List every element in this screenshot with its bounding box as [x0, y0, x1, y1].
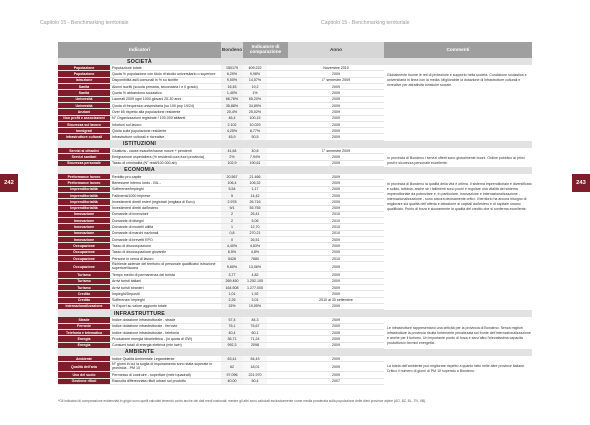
indicator-cell: Raccolta differenziata rifiuti urbani sul prodotto [110, 379, 221, 385]
category-cell: Popolazione [58, 71, 110, 77]
spacer-cell [267, 262, 288, 272]
section-title: INFRASTRUTTURE [113, 310, 166, 317]
bondeno-value: 5 [221, 193, 243, 199]
comparison-value: 76,67 [243, 324, 267, 330]
col-header-indicator-comparison: Indicatore di comparazione [243, 42, 288, 58]
indicator-cell: Permesso di costruire - superficie (metri quadrati) [110, 372, 221, 378]
bondeno-value: 15% [221, 304, 243, 310]
year-cell: 2010 [288, 224, 384, 230]
category-cell: Ambiente [58, 356, 110, 362]
year-cell: 2009 [288, 285, 384, 291]
comparison-value: 221.970 [243, 372, 267, 378]
year-cell: 2010 [288, 218, 384, 224]
comparison-value: 64,43 [243, 356, 267, 362]
page-number-right: 243 [572, 174, 590, 192]
bondeno-value: 269.450 [221, 279, 243, 285]
section-title: AMBIENTE [124, 349, 155, 356]
bondeno-value: 6,29% [221, 71, 243, 77]
year-cell: 2009 [288, 174, 384, 180]
category-cell: Credito [58, 298, 110, 304]
bondeno-value: 0,8 [221, 231, 243, 237]
indicator-cell: Popolazione totale [110, 65, 221, 71]
bondeno-value: 97.096 [221, 372, 243, 378]
indicator-cell: Disponibilità asili comunali in % su iscritte [110, 78, 221, 84]
category-cell: Anziani [58, 109, 110, 115]
bondeno-value: 2% [221, 154, 243, 160]
year-cell: Novembre 2010 [288, 65, 384, 71]
category-cell: Performance lavoro [58, 180, 110, 186]
bondeno-value: 9/1 [221, 206, 243, 212]
comparison-value: 34,89% [243, 103, 267, 109]
category-cell: Innovazione [58, 224, 110, 230]
indicator-cell: Indice dotazione infrastrutturale - ferrovie [110, 324, 221, 330]
year-cell: 2009 [288, 324, 384, 330]
spacer-cell [267, 362, 288, 372]
category-cell: Credito [58, 291, 110, 297]
bondeno-value: 992,3 [221, 343, 243, 349]
bondeno-value: 66,76% [221, 97, 243, 103]
bondeno-value: 2.102 [221, 122, 243, 128]
bondeno-value: 57,4 [221, 317, 243, 323]
bondeno-value: 62 [221, 362, 243, 372]
year-cell: 2009 [288, 97, 384, 103]
year-cell: 2009 [288, 304, 384, 310]
category-cell: Qualità dell'aria [58, 362, 110, 372]
col-header-indicators: Indicatori [58, 42, 221, 58]
comparison-value: 9,98% [243, 71, 267, 77]
indicator-cell: N° giorni in cui la soglia di inquinamento sono stata superate in provincia - PM 10 [110, 362, 221, 372]
category-cell: Imprenditorialità [58, 193, 110, 199]
category-cell: Telefonia e telematica [58, 330, 110, 336]
category-cell: Imprenditorialità [58, 206, 110, 212]
year-cell: 2009 [288, 291, 384, 297]
category-cell: Innovazione [58, 231, 110, 237]
year-cell: 1° semestre 2009 [288, 78, 384, 84]
comparison-value: 1.277.005 [243, 285, 267, 291]
bondeno-value: 6,5% [221, 250, 243, 256]
bondeno-value: 63,41 [221, 356, 243, 362]
bondeno-value: 45,9 [221, 134, 243, 140]
comparison-value: 3,01 [243, 298, 267, 304]
indicator-cell: Quota % popolazione con titolo di studio universitario o superiore [110, 71, 221, 77]
category-cell: Imprenditorialità [58, 199, 110, 205]
year-cell: 2009 [288, 199, 384, 205]
year-cell: 2009 [288, 243, 384, 249]
comparison-value: 106,32 [243, 180, 267, 186]
comparison-value: 26.716 [243, 199, 267, 205]
indicator-cell: Alunni iscritti (scuola primaria, secondaria I e II grado) [110, 84, 221, 90]
category-cell: Occupazione [58, 256, 110, 262]
year-cell: 2009 [288, 71, 384, 77]
comment-ambiente: La tutela dell'ambiente può migliorare rispetto a quanto fatto nelle altre province italiane. Critico il numero di giorni di PM 10 superato a Bondeno. [387, 364, 526, 374]
category-cell: Uso del suolo [58, 372, 110, 378]
year-cell: 2009 [288, 128, 384, 134]
indicator-cell: Persone in cerca di lavoro [110, 256, 221, 262]
year-cell: 2010 [288, 256, 384, 262]
year-cell: 2009 [288, 116, 384, 122]
comparison-value: 4,8% [243, 250, 267, 256]
category-cell: Energia [58, 336, 110, 342]
indicator-cell: Infrastrutture culturali e ricreative [110, 134, 221, 140]
comparison-value: 25,02% [243, 109, 267, 115]
category-cell: Istruzione [58, 78, 110, 84]
comparison-value: 55.755 [243, 206, 267, 212]
year-cell: 2009 [288, 272, 384, 278]
comparison-value: 26,41 [243, 212, 267, 218]
bondeno-value: 1,01 [221, 291, 243, 297]
comparison-value: 2098 [243, 343, 267, 349]
category-cell: Gestione rifiuti [58, 379, 110, 385]
comparison-value: 4,83% [243, 243, 267, 249]
bondeno-value: 150179 [221, 65, 243, 71]
indicator-cell: Sofferenze/impieghi [110, 187, 221, 193]
comparison-value: 14,57% [243, 78, 267, 84]
bondeno-value: 76,1 [221, 324, 243, 330]
section-header [58, 310, 532, 317]
year-cell: 2010 al 30 settembre [288, 298, 384, 304]
bondeno-value: 20.567 [221, 174, 243, 180]
comment-societa: Globalmente buone le reti di protezione e supporto nella società. Condizione scolastica e universitaria in linea con la media. Migliorabile la dotazione di infrastrutture culturali e ricreative per attrattività turistiche sociale. [387, 73, 527, 88]
comparison-value: 50,5 [243, 134, 267, 140]
indicator-cell: Indice Qualità Ambientale Legambiente [110, 356, 221, 362]
year-cell: 2009 [288, 362, 384, 372]
bondeno-value: 106,4 [221, 180, 243, 186]
category-cell: Infrastrutture culturali [58, 134, 110, 140]
table-footnote: *Gli indicatori di comparazione evidenziati in grigio sono quelli calcolati tenendo conto anche dei dati medi nazionali; mentre gli altri sono calcolati esclusivamente come media ponderata sulla popolazione delle dieci province alpine (AO, BZ, BL, TN, VB). [58, 399, 427, 403]
indicator-cell: Quota % abbandono scolastico [110, 90, 221, 96]
indicator-cell: Tasso di criminalità (N° reati/100.000 ab) [110, 161, 221, 167]
comparison-value: 18,01 [243, 362, 267, 372]
indicator-cell: Over 65 rispetto alla popolazione residente [110, 109, 221, 115]
indicator-cell: Domande di invenzioni [110, 212, 221, 218]
comparison-value: 60,1 [243, 330, 267, 336]
comparison-value: 12,70 [243, 224, 267, 230]
year-cell: 2009 [288, 109, 384, 115]
bondeno-value: 40,00 [221, 379, 243, 385]
category-cell: Turismo [58, 285, 110, 291]
comparison-value: 40,8 [243, 148, 267, 154]
comparison-value: 13,06% [243, 262, 267, 272]
indicator-cell: Giustizia - cause esaurite/cause nuove + pendenti [110, 148, 221, 154]
indicator-cell: N° Organizzazioni registrate / 100.000 abitanti [110, 116, 221, 122]
category-cell: Occupazione [58, 250, 110, 256]
indicator-cell: Indice dotazione infrastrutturale - strade [110, 317, 221, 323]
section-title: SOCIETÀ [127, 58, 152, 65]
year-cell: 2009 [288, 336, 384, 342]
category-cell: Turismo [58, 279, 110, 285]
comparison-value: 1% [243, 90, 267, 96]
year-cell: 2009 [288, 180, 384, 186]
year-cell: 2009 [288, 193, 384, 199]
bondeno-value: 1,40% [221, 90, 243, 96]
col-header-year: Anno [288, 42, 384, 58]
comparison-value: 1,92 [243, 291, 267, 297]
comparison-value: 19,2 [243, 84, 267, 90]
indicator-cell: Emigrazione ospedaliera (% residenti cura fuori provincia) [110, 154, 221, 160]
bondeno-value: 4,25% [221, 128, 243, 134]
year-cell: 2010 [288, 231, 384, 237]
section-header [58, 58, 532, 65]
category-cell: Internazionalizzazione [58, 304, 110, 310]
year-cell: 1° semestre 2009 [288, 148, 384, 154]
category-cell: Imprenditorialità [58, 187, 110, 193]
year-cell: 2009 [288, 161, 384, 167]
comparison-value: 100,15 [243, 116, 267, 122]
indicator-cell: Laureati 2009 ogni 1000 giovani 25-30 anni [110, 97, 221, 103]
category-cell: Sanità [58, 84, 110, 90]
year-cell: 2010 [288, 212, 384, 218]
year-cell: 2009 [288, 237, 384, 243]
category-cell: Popolazione [58, 65, 110, 71]
comparison-value: 26,51 [243, 237, 267, 243]
category-cell: Non profit e associazioni [58, 116, 110, 122]
year-cell: 2009 [288, 103, 384, 109]
bondeno-value: 16,45 [221, 84, 243, 90]
year-cell: 2007 [288, 379, 384, 385]
year-cell: 2009 [288, 134, 384, 140]
col-header-comments: Commenti [384, 42, 532, 58]
comparison-value: 1,17 [243, 187, 267, 193]
bondeno-value: 0 [221, 237, 243, 243]
comparison-value: 270,21 [243, 231, 267, 237]
indicator-cell: Domande di marchi nazionali [110, 231, 221, 237]
comparison-value: 5,06 [243, 218, 267, 224]
comparison-value: 84,3 [243, 317, 267, 323]
indicator-cell: Investimenti diretti esteri (registrati (migliaia di Euro) [110, 199, 221, 205]
category-cell: Occupazione [58, 262, 110, 272]
comparison-value: 1.252.105 [243, 279, 267, 285]
section-header [58, 141, 532, 148]
indicator-cell: Benessere interno lordo - BIL - [110, 180, 221, 186]
section-title: ECONOMIA [124, 167, 155, 174]
indicator-cell: Quota di frequenza universitaria (su 100 pop 19/24) [110, 103, 221, 109]
year-cell: 2009 [288, 356, 384, 362]
bondeno-value: 2,26 [221, 298, 243, 304]
comment-istituzioni: In provincia di Bondeno i servizi offerti sono globalmente buoni. Ordine pubblico ai primi posti e sicurezza personale eccellente. [387, 156, 525, 165]
year-cell: 2009 [288, 90, 384, 96]
category-cell: Occupazione [58, 243, 110, 249]
bondeno-value: 36,71 [221, 336, 243, 342]
comparison-value: 21.466 [243, 174, 267, 180]
category-cell: Performance lavoro [58, 174, 110, 180]
indicator-cell: Arrivi turisti italiani [110, 279, 221, 285]
year-cell: 2009 [288, 122, 384, 128]
bondeno-value: 2 [221, 218, 243, 224]
spacer-cell [267, 379, 288, 385]
indicator-cell: Produzione energia idroelettrica - (in quota di GW) [110, 336, 221, 342]
bondeno-value: 5426 [221, 256, 243, 262]
indicator-cell: Arrivi turisti stranieri [110, 285, 221, 291]
indicator-cell: Domande di brevetti EPO [110, 237, 221, 243]
comparison-value: 4,82 [243, 272, 267, 278]
year-cell: 2009 [288, 372, 384, 378]
bondeno-value: 2.978 [221, 199, 243, 205]
bondeno-value: 41,64 [221, 148, 243, 154]
bondeno-value: 9,00% [221, 78, 243, 84]
page-header-right: Capitolo 15 - Benchmarking territoriale [321, 20, 410, 26]
indicator-cell: Tasso di disoccupazione giovanile [110, 250, 221, 256]
year-cell: 2009 [288, 187, 384, 193]
year-cell: 2009 [288, 154, 384, 160]
comparison-value: 8,77% [243, 128, 267, 134]
table-row [58, 379, 532, 385]
comment-economia: In provincia di Bondeno la qualità della vita è ottima. Il sistema imprenditoriale è diversificato e solido, tuttavia, anche se i fallimenti sono pochi e regolare una vitalità del sistema imprenditoriale da potenziare e, in particolare, innovazione e internazionalizzazione - internazionalizzazione - sono ancora decisamente critici. Il territorio ha ancora bisogno di migliorare sia qualità dell'offerta e attrazione di capitali dall'estero e di capitale umano qualificato. Punto di forza è sicuramente la qualità del credito che si conferma eccellente. [387, 182, 532, 212]
comparison-value: 14,42 [243, 193, 267, 199]
bondeno-value: 40,4 [221, 330, 243, 336]
section-header [58, 349, 532, 356]
bondeno-value: 164.508 [221, 285, 243, 291]
comparison-value: 50,4 [243, 379, 267, 385]
category-cell: Turismo [58, 272, 110, 278]
indicator-cell: Tempo medio di permanenza del turista [110, 272, 221, 278]
year-cell: 2009 [288, 262, 384, 272]
comparison-value: 71,24 [243, 336, 267, 342]
indicator-cell: Indice dotazione infrastrutturale - telefonia [110, 330, 221, 336]
category-cell: Immigrati [58, 128, 110, 134]
bondeno-value: 46,4 [221, 116, 243, 122]
indicator-cell: Reddito pro-capite [110, 174, 221, 180]
category-cell: Università [58, 97, 110, 103]
comment-infrastrutture: Le infrastrutture rappresentano una criticità per la provincia di Bondeno. Senza migliori infrastrutture la provincia risulta fortemente penalizzata sul fronte dell'internazionalizzazione e anche per il turismo. Un importante punto di forza è senz'altro l'elevatissima capacità produttiva in termini energetici. [387, 325, 531, 345]
bondeno-value: 35,88% [221, 103, 243, 109]
category-cell: Sanità [58, 90, 110, 96]
bondeno-value: 4,40% [221, 243, 243, 249]
indicator-cell: % Export su valore aggiunto totale [110, 304, 221, 310]
indicator-cell: Consumi totali di energia elettrica (mln kwh) [110, 343, 221, 349]
col-header-bondeno: Bondeno [221, 42, 243, 58]
comparison-value: 7680 [243, 256, 267, 262]
comparison-value: 409.222 [243, 65, 267, 71]
year-cell: 2009 [288, 343, 384, 349]
table-header-row [58, 42, 532, 58]
table-row [58, 262, 532, 272]
page-header-left: Capitolo 15 - Benchmarking territoriale [40, 20, 129, 26]
bondeno-value: 9,60% [221, 262, 243, 272]
category-cell: Ferrovie [58, 324, 110, 330]
bondeno-value: 5,54 [221, 187, 243, 193]
bondeno-value: 20,4% [221, 109, 243, 115]
indicator-cell: Quota sulla popolazione residente [110, 128, 221, 134]
indicator-cell: Fallimenti/1000 imprese [110, 193, 221, 199]
category-cell: Energia [58, 343, 110, 349]
category-cell: Strade [58, 317, 110, 323]
year-cell: 2009 [288, 250, 384, 256]
category-cell: Innovazione [58, 237, 110, 243]
category-cell: Innovazione [58, 212, 110, 218]
indicator-cell: Richieste aziende del territorio di personale qualificato/ istruzione superiore/laurea [110, 262, 221, 272]
comparison-value: 7,94% [243, 154, 267, 160]
page-number-left: 242 [0, 174, 18, 192]
category-cell: Sicurezza sul lavoro [58, 122, 110, 128]
indicator-cell: Infortuni sul lavoro [110, 122, 221, 128]
year-cell: 2009 [288, 279, 384, 285]
indicator-cell: Impieghi/Depositi [110, 291, 221, 297]
category-cell: Servizi sanitari [58, 154, 110, 160]
year-cell: 2009 [288, 330, 384, 336]
comparison-value: 10.029 [243, 122, 267, 128]
category-cell: Sicurezza personale [58, 161, 110, 167]
comparison-value: 65,20% [243, 97, 267, 103]
indicator-cell: Domande di disegni [110, 218, 221, 224]
bondeno-value: 1 [221, 224, 243, 230]
indicator-cell: Sofferenze/ impieghi [110, 298, 221, 304]
indicator-cell: Domande di modelli utilità [110, 224, 221, 230]
comparison-value: 190,61 [243, 161, 267, 167]
bondeno-value: 3,77 [221, 272, 243, 278]
year-cell: 2009 [288, 206, 384, 212]
year-cell: 2009 [288, 317, 384, 323]
indicator-cell: Tasso di disoccupazione [110, 243, 221, 249]
category-cell: Università [58, 103, 110, 109]
category-cell: Innovazione [58, 218, 110, 224]
bondeno-value: 2 [221, 212, 243, 218]
comparison-value: 19,55% [243, 304, 267, 310]
bondeno-value: 102,9 [221, 161, 243, 167]
indicator-cell: Investimenti diretti dall'estero [110, 206, 221, 212]
category-cell: Servizi ai cittadini [58, 148, 110, 154]
year-cell: 2009 [288, 84, 384, 90]
section-header [58, 167, 532, 174]
section-title: ISTITUZIONI [122, 141, 157, 148]
